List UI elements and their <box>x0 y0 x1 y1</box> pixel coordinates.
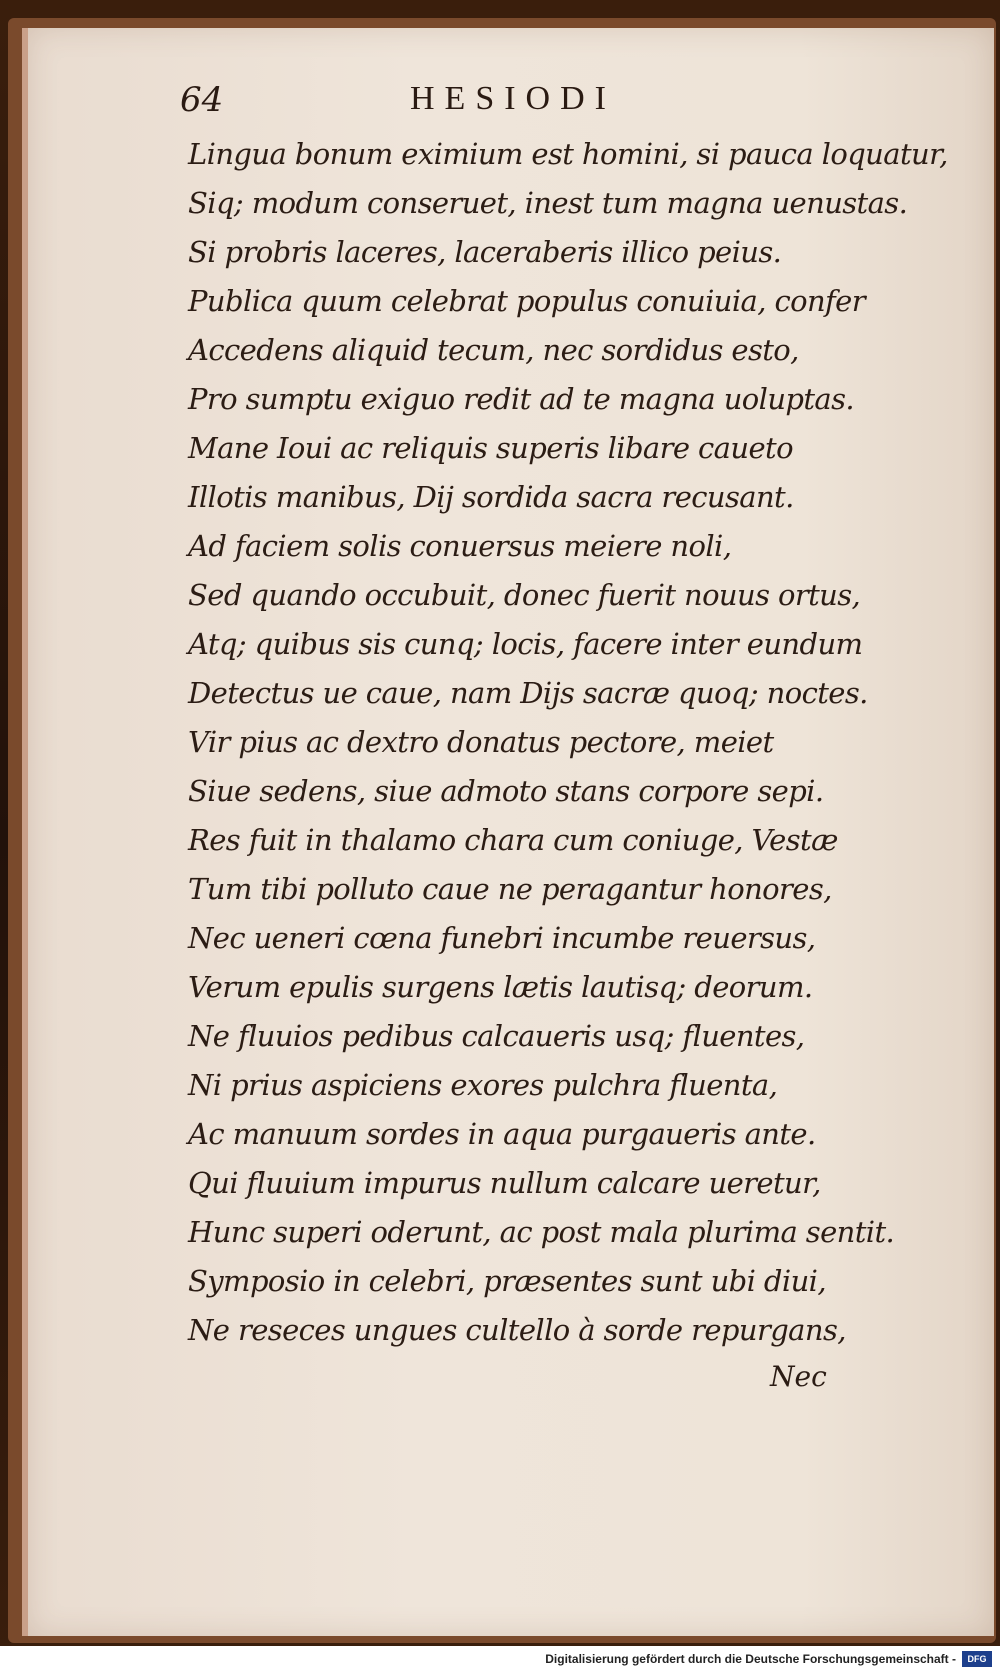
verse-line: Si probris laceres, laceraberis illico peius. <box>188 235 782 269</box>
verse-line: Res fuit in thalamo chara cum coniuge, Vestæ <box>188 823 838 857</box>
verse-line: Verum epulis surgens lætis lautisq; deorum. <box>188 970 813 1004</box>
funding-footer <box>0 1646 1000 1675</box>
verse-line: Mane Ioui ac reliquis superis libare caueto <box>188 431 793 465</box>
dfg-logo: DFG <box>962 1651 992 1667</box>
verse-line: Hunc superi oderunt, ac post mala plurima sentit. <box>188 1215 895 1249</box>
verse-line: Symposio in celebri, præsentes sunt ubi diui, <box>188 1264 826 1298</box>
page-header <box>180 80 660 120</box>
page-number: 64 <box>180 80 224 120</box>
verse-line: Sed quando occubuit, donec fuerit nouus ortus, <box>188 578 861 612</box>
verse-block <box>188 130 948 1355</box>
verse-line: Ne fluuios pedibus calcaueris usq; fluentes, <box>188 1019 805 1053</box>
verse-line: Ad faciem solis conuersus meiere noli, <box>188 529 732 563</box>
verse-line: Qui fluuium impurus nullum calcare ueretur, <box>188 1166 821 1200</box>
verse-line: Ni prius aspiciens exores pulchra fluenta, <box>188 1068 778 1102</box>
verse-line: Atq; quibus sis cunq; locis, facere inter eundum <box>188 627 863 661</box>
verse-line: Ne reseces ungues cultello à sorde repurgans, <box>188 1313 846 1347</box>
verse-line: Publica quum celebrat populus conuiuia, confer <box>188 284 865 318</box>
verse-line: Siq; modum conseruet, inest tum magna uenustas. <box>188 186 908 220</box>
verse-line: Nec ueneri cœna funebri incumbe reuersus, <box>188 921 816 955</box>
verse-line: Siue sedens, siue admoto stans corpore sepi. <box>188 774 824 808</box>
catchword: Nec <box>770 1360 827 1393</box>
verse-line: Tum tibi polluto caue ne peragantur honores, <box>188 872 832 906</box>
verse-line: Detectus ue caue, nam Dijs sacræ quoq; noctes. <box>188 676 868 710</box>
verse-line: Lingua bonum eximium est homini, si pauca loquatur, <box>188 137 948 171</box>
running-head: HESIODI <box>410 80 616 117</box>
verse-line: Accedens aliquid tecum, nec sordidus esto, <box>188 333 799 367</box>
verse-line: Illotis manibus, Dij sordida sacra recusant. <box>188 480 794 514</box>
funding-text: Digitalisierung gefördert durch die Deutsche Forschungsgemeinschaft - <box>545 1652 956 1666</box>
verse-line: Ac manuum sordes in aqua purgaueris ante. <box>188 1117 816 1151</box>
verse-line: Vir pius ac dextro donatus pectore, meiet <box>188 725 774 759</box>
verse-line: Pro sumptu exiguo redit ad te magna uoluptas. <box>188 382 855 416</box>
